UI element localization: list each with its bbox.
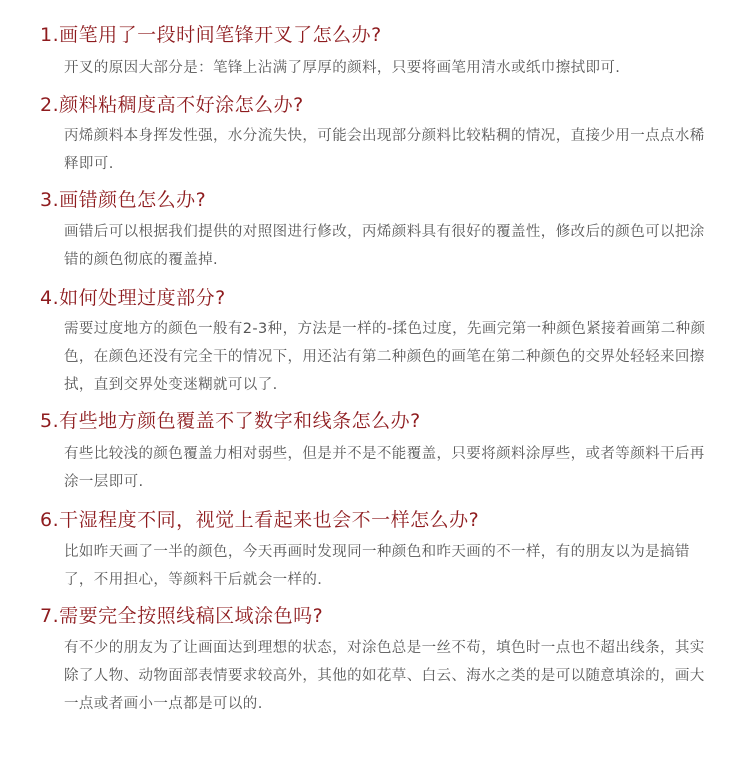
- faq-question-3: 3.画错颜色怎么办?: [40, 189, 207, 211]
- faq-answer-3: 画错后可以根据我们提供的对照图进行修改，丙烯颜料具有很好的覆盖性，修改后的颜色可以把涂错的颜色彻底的覆盖掉.: [64, 224, 705, 268]
- faq-answer-4: 需要过度地方的颜色一般有2-3种，方法是一样的-揉色过度，先画完第一种颜色紧接着画第二种颜色，在颜色还没有完全干的情况下，用还沾有第二种颜色的画笔在第二种颜色的交界处轻轻来回擦拭，直到交界处变迷糊就可以了.: [64, 321, 706, 393]
- faq-answer-2: 丙烯颜料本身挥发性强，水分流失快，可能会出现部分颜料比较粘稠的情况，直接少用一点点水稀释即可.: [64, 128, 705, 172]
- faq-question-1: 1.画笔用了一段时间笔锋开叉了怎么办?: [40, 24, 382, 46]
- faq-question-7: 7.需要完全按照线稿区域涂色吗?: [40, 605, 324, 627]
- faq-answer-7: 有不少的朋友为了让画面达到理想的状态，对涂色总是一丝不苟，填色时一点也不超出线条，其实除了人物、动物面部表情要求较高外，其他的如花草、白云、海水之类的是可以随意填涂的，画大一点或者画小一点都是可以的.: [64, 640, 705, 712]
- faq-answer-5: 有些比较浅的颜色覆盖力相对弱些，但是并不是不能覆盖，只要将颜料涂厚些，或者等颜料干后再涂一层即可.: [64, 446, 705, 490]
- faq-answer-1: 开叉的原因大部分是：笔锋上沾满了厚厚的颜料，只要将画笔用清水或纸巾擦拭即可.: [64, 60, 621, 76]
- faq-question-5: 5.有些地方颜色覆盖不了数字和线条怎么办?: [40, 410, 421, 432]
- faq-question-4: 4.如何处理过度部分?: [40, 287, 226, 309]
- faq-question-6: 6.干湿程度不同，视觉上看起来也会不一样怎么办?: [40, 509, 480, 531]
- faq-question-2: 2.颜料粘稠度高不好涂怎么办?: [40, 94, 304, 116]
- faq-answer-6: 比如昨天画了一半的颜色，今天再画时发现同一种颜色和昨天画的不一样，有的朋友以为是搞错了，不用担心，等颜料干后就会一样的.: [64, 544, 690, 588]
